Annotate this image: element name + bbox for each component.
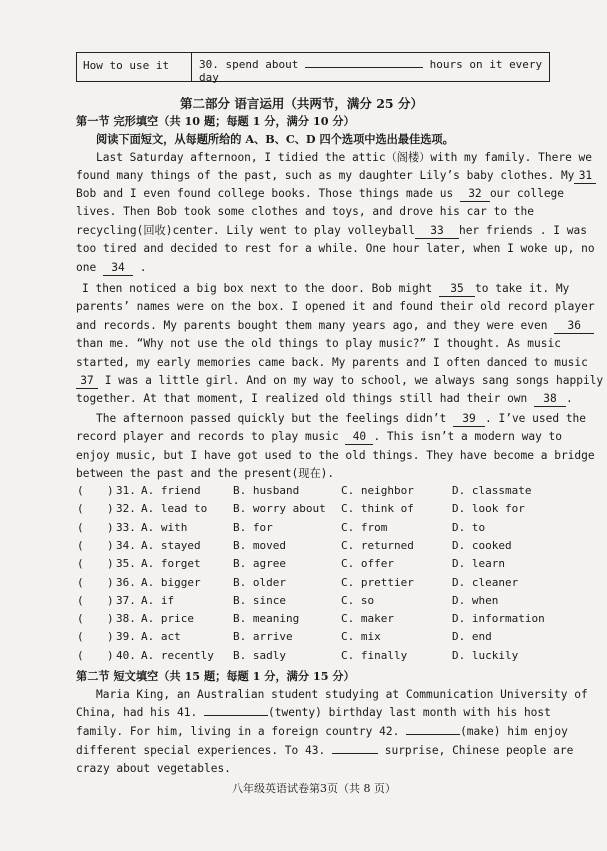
blank-38[interactable]: 38 <box>534 392 566 407</box>
option-b[interactable]: B. worry about <box>233 502 326 516</box>
option-b[interactable]: B. for <box>233 520 273 534</box>
answer-paren-open: ( <box>77 630 84 644</box>
option-b[interactable]: B. arrive <box>233 630 293 644</box>
option-a[interactable]: A. bigger <box>141 575 201 589</box>
passage-text: record player and records to play music <box>76 430 339 443</box>
passage-line: than me. “Why not use the old things to play music?” I thought. As music <box>76 337 561 350</box>
passage-line <box>76 187 564 202</box>
option-d[interactable]: D. classmate <box>452 484 532 497</box>
section1-instruction: 阅读下面短文，从每题所给的 A、B、C、D 四个选项中选出最佳选项。 <box>96 132 454 146</box>
question-number: 39. <box>116 630 136 644</box>
passage-text: her friends . I was <box>458 224 587 237</box>
passage-text: . <box>139 261 147 274</box>
option-c[interactable]: C. so <box>341 593 375 607</box>
option-d[interactable]: D. end <box>452 630 492 644</box>
answer-paren-close: ) <box>107 484 114 497</box>
passage2-line <box>76 706 551 720</box>
blank-31[interactable]: 31 <box>574 169 596 184</box>
q30-blank[interactable] <box>305 57 423 68</box>
passage-text: I was a little girl. And on my way to school, we always sang songs happily <box>104 374 604 387</box>
passage-line <box>76 392 573 407</box>
question-number: 32. <box>116 502 136 516</box>
answer-paren-open: ( <box>77 648 84 662</box>
passage-line <box>76 261 146 276</box>
option-b[interactable]: B. moved <box>233 538 286 552</box>
blank-32[interactable]: 32 <box>460 187 490 202</box>
option-c[interactable]: C. finally <box>341 648 408 662</box>
answer-paren-open: ( <box>77 484 84 497</box>
answer-paren-close: ) <box>107 502 114 516</box>
blank-35[interactable]: 35 <box>439 282 475 297</box>
passage-text: . <box>566 392 573 405</box>
passage-text: and records. My parents bought them many years ago, and they were even <box>76 319 548 332</box>
option-c[interactable]: C. from <box>341 520 388 534</box>
blank-36[interactable]: 36 <box>554 319 594 334</box>
passage-text: I then noticed a big box next to the door. Bob might <box>82 282 433 295</box>
answer-paren-close: ) <box>107 593 114 607</box>
answer-paren-close: ) <box>107 630 114 644</box>
section2-heading: 第二节 短文填空（共 15 题；每题 1 分，满分 15 分） <box>76 669 355 683</box>
question-number: 33. <box>116 520 136 534</box>
option-c[interactable]: C. neighbor <box>341 484 414 497</box>
passage-text: different special experiences. To 43. <box>76 744 326 757</box>
answer-paren-close: ) <box>107 520 114 534</box>
answer-paren-open: ( <box>77 612 84 626</box>
blank-34[interactable]: 34 <box>103 261 133 276</box>
question-number: 35. <box>116 557 136 571</box>
passage-line <box>82 282 569 297</box>
option-d[interactable]: D. cleaner <box>452 575 519 589</box>
passage-text: our college <box>489 187 565 200</box>
answer-paren-open: ( <box>77 520 84 534</box>
page-footer: 八年级英语试卷第3页（共 8 页） <box>232 782 396 795</box>
part-title: 第二部分 语言运用（共两节，满分 25 分） <box>180 96 423 111</box>
blank-42[interactable] <box>406 734 460 735</box>
blank-39[interactable]: 39 <box>453 412 485 427</box>
option-d[interactable]: D. when <box>452 593 499 607</box>
passage-text: recycling(回收)center. Lily went to play volleyball <box>76 224 415 237</box>
answer-paren-open: ( <box>77 557 84 571</box>
table-right-cell <box>192 53 549 84</box>
option-c[interactable]: C. think of <box>341 502 414 516</box>
option-a[interactable]: A. forget <box>141 557 201 571</box>
answer-table-row <box>76 52 550 82</box>
option-d[interactable]: D. look for <box>452 502 525 516</box>
passage2-line: Maria King, an Australian student studying at Communication University of <box>96 688 588 701</box>
option-b[interactable]: B. agree <box>233 557 286 571</box>
blank-43[interactable] <box>332 753 378 754</box>
answer-paren-close: ) <box>107 538 114 552</box>
blank-40[interactable]: 40 <box>345 430 373 445</box>
answer-paren-open: ( <box>77 575 84 589</box>
question-number: 31. <box>116 484 136 497</box>
blank-37[interactable]: 37 <box>76 374 98 389</box>
passage-line: too tired and decided to rest for a while. One hour later, when I woke up, no <box>76 242 595 255</box>
question-number: 37. <box>116 593 136 607</box>
passage-line: lives. Then Bob took some clothes and toys, and drove his car to the <box>76 205 535 218</box>
option-b[interactable]: B. since <box>233 593 286 607</box>
section1-heading: 第一节 完形填空（共 10 题；每题 1 分，满分 10 分） <box>76 114 355 128</box>
passage-line <box>76 319 594 334</box>
passage-text: surprise, Chinese people are <box>384 744 574 757</box>
option-b[interactable]: B. older <box>233 575 286 589</box>
passage2-line <box>76 725 568 739</box>
passage-text: . This isn’t a modern way to <box>373 430 563 443</box>
passage2-line: crazy about vegetables. <box>76 762 231 775</box>
passage-text: (make) him enjoy <box>460 725 568 738</box>
option-a[interactable]: A. lead to <box>141 502 208 516</box>
option-c[interactable]: C. prettier <box>341 575 414 589</box>
option-d[interactable]: D. learn <box>452 557 505 571</box>
option-d[interactable]: D. to <box>452 520 486 534</box>
passage-line: parents’ names were on the box. I opened it and found their old record player <box>76 300 595 313</box>
passage-text: China, had his 41. <box>76 706 198 719</box>
option-d[interactable]: D. luckily <box>452 648 519 662</box>
question-number: 36. <box>116 575 136 589</box>
blank-33[interactable]: 33 <box>415 224 459 239</box>
passage-text: Bob and I even found college books. Those things made us <box>76 187 454 200</box>
answer-paren-open: ( <box>77 502 84 516</box>
option-a[interactable]: A. if <box>141 593 175 607</box>
passage-line <box>76 374 603 389</box>
passage-line: Last Saturday afternoon, I tidied the attic（阁楼）with my family. There we <box>96 151 593 164</box>
option-a[interactable]: A. stayed <box>141 538 201 552</box>
option-b[interactable]: B. husband <box>233 484 300 497</box>
passage-text: . I’ve used the <box>485 412 587 425</box>
answer-paren-close: ) <box>107 648 114 662</box>
passage-text: to take it. My <box>475 282 570 295</box>
passage-line: started, my early memories came back. My parents and I often danced to music <box>76 356 588 369</box>
passage-line <box>76 224 587 239</box>
option-b[interactable]: B. sadly <box>233 648 286 662</box>
answer-paren-close: ) <box>107 557 114 571</box>
option-c[interactable]: C. returned <box>341 538 414 552</box>
option-d[interactable]: D. information <box>452 612 545 626</box>
option-b[interactable]: B. meaning <box>233 612 300 626</box>
passage-line <box>76 430 562 445</box>
passage-text: family. For him, living in a foreign country 42. <box>76 725 400 738</box>
passage-text: together. At that moment, I realized old things still had their own <box>76 392 528 405</box>
option-a[interactable]: A. with <box>141 520 188 534</box>
answer-paren-close: ) <box>107 575 114 589</box>
answer-paren-open: ( <box>77 593 84 607</box>
answer-paren-close: ) <box>107 612 114 626</box>
option-a[interactable]: A. act <box>141 630 181 644</box>
passage-line <box>96 412 586 427</box>
q30-suffix: hours on it every day <box>199 58 543 84</box>
passage-line: enjoy music, but I have got used to the old things. They have become a bridge <box>76 449 595 462</box>
question-number: 34. <box>116 538 136 552</box>
answer-paren-open: ( <box>77 538 84 552</box>
table-left-cell: How to use it <box>77 53 192 81</box>
passage-text: one <box>76 261 97 274</box>
passage2-line <box>76 744 573 758</box>
q30-prefix: 30. spend about <box>199 58 299 71</box>
passage-text: found many things of the past, such as my daughter Lily’s baby clothes. My <box>76 169 575 182</box>
option-a[interactable]: A. recently <box>141 648 214 662</box>
option-a[interactable]: A. friend <box>141 484 201 497</box>
passage-line: between the past and the present(现在). <box>76 467 335 480</box>
option-c[interactable]: C. mix <box>341 630 381 644</box>
option-a[interactable]: A. price <box>141 612 194 626</box>
question-number: 40. <box>116 648 136 662</box>
question-number: 38. <box>116 612 136 626</box>
option-c[interactable]: C. offer <box>341 557 394 571</box>
passage-text: (twenty) birthday last month with his host <box>268 706 551 719</box>
blank-41[interactable] <box>204 715 268 716</box>
option-d[interactable]: D. cooked <box>452 538 512 552</box>
option-c[interactable]: C. maker <box>341 612 394 626</box>
passage-text: The afternoon passed quickly but the feelings didn’t <box>96 412 447 425</box>
passage-line <box>76 169 596 184</box>
